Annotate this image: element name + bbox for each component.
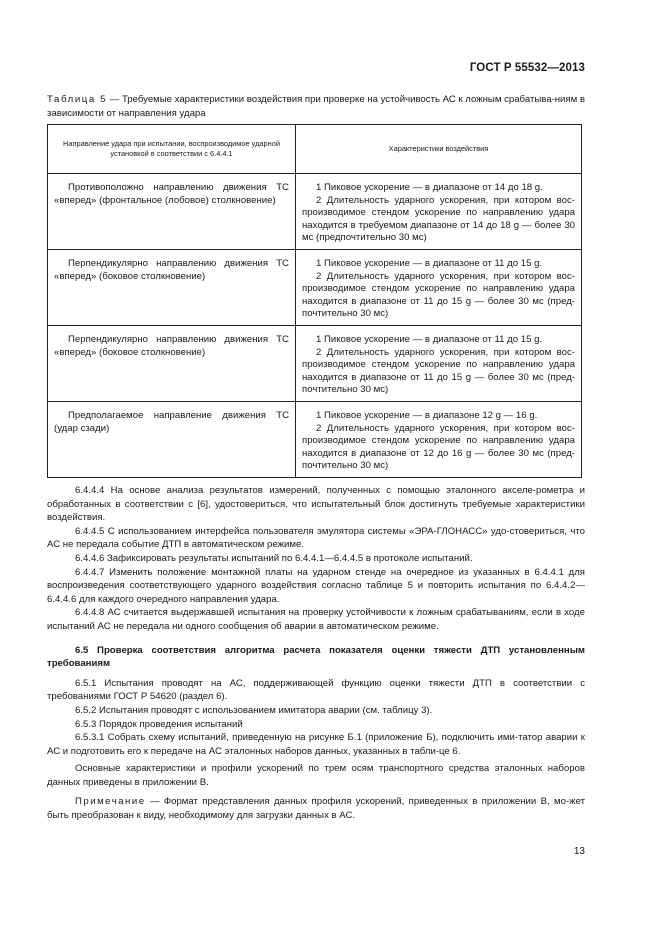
table-caption [47, 93, 585, 121]
characteristic-item: 2 Длительность ударного ускорения, при котором вос-производимое стендом ускорение по направлению удара находится в диапазоне от 12 до 16 g — более 30 мс (пред-почтительно 30 мс) [302, 422, 575, 472]
document-body [47, 484, 585, 823]
table-row [48, 325, 582, 401]
paragraph: 6.5.2 Испытания проводят с использованием имитатора аварии (см. таблицу 3). [75, 704, 433, 716]
characteristic-item: 2 Длительность ударного ускорения, при котором вос-производимое стендом ускорение по направлению удара находится в диапазоне от 11 до 15 g — более 30 мс (пред-почтительно 30 мс) [302, 270, 575, 320]
table-row [48, 249, 582, 325]
column-header-characteristics: Характеристики воздействия [296, 125, 582, 174]
paragraph: 6.4.4.8 АС считается выдержавшей испытания на проверку устойчивости к ложным срабатываниям, если в ходе испытаний АС не передала ни одного сообщения об аварии в автоматическом режиме. [47, 607, 585, 632]
paragraph: 6.5.1 Испытания проводят на АС, поддерживающей функцию оценки тяжести ДТП в соответствии с требованиями ГОСТ Р 54620 (раздел 6). [47, 677, 585, 703]
characteristic-item: 1 Пиковое ускорение — в диапазоне от 11 до 15 g. [316, 257, 543, 269]
paragraph: 6.4.4.4 На основе анализа результатов измерений, полученных с помощью эталонного акселе-рометра и обработанных в соответствии с [6], удостовериться, что испытательный блок достигнуть требуемые характеристики воздействия. [47, 485, 585, 524]
paragraph: 6.4.4.5 С использованием интерфейса пользователя эмулятора системы «ЭРА-ГЛОНАСС» удо-стовериться, что АС не передала событие ДТП в автоматическом режиме. [47, 525, 585, 551]
direction-cell: Противоположно направлению движения ТС «вперед» (фронтальное (лобовое) столкновение) [48, 174, 296, 250]
paragraph: 6.4.4.6 Зафиксировать результаты испытаний по 6.4.4.1—6.4.4.5 в протоколе испытаний. [75, 552, 473, 564]
page-number: 13 [573, 846, 585, 857]
direction-cell: Перпендикулярно направлению движения ТС «вперед» (боковое столкновение) [48, 249, 296, 325]
characteristics-cell [296, 174, 582, 250]
paragraph: 6.4.4.7 Изменить положение монтажной платы на ударном стенде на очередное из указанных в 6.4.4.1 для воспроизведения соответствующего ударного воздействия согласно таблице 5 и повторить испытания по 6.4.4.2—6.4.4.6 для каждого очередного направления удара. [47, 566, 585, 605]
characteristics-cell [296, 325, 582, 401]
table-row [48, 174, 582, 250]
direction-cell: Предполагаемое направление движения ТС (удар сзади) [48, 401, 296, 477]
requirements-table [47, 124, 582, 478]
characteristic-item: 1 Пиковое ускорение — в диапазоне от 14 до 18 g. [316, 182, 543, 193]
characteristic-item: 1 Пиковое ускорение — в диапазоне от 11 до 15 g. [316, 333, 543, 345]
note [47, 795, 585, 822]
document-number: ГОСТ Р 55532—2013 [469, 62, 585, 74]
characteristics-cell [296, 401, 582, 477]
characteristic-item: 1 Пиковое ускорение — в диапазоне 12 g — 16 g. [316, 409, 538, 421]
paragraph: 6.5.3 Порядок проведения испытаний [75, 718, 243, 730]
table-header-row [48, 125, 582, 174]
paragraph: Основные характеристики и профили ускорений по трем осям транспортного средства эталонных наборов данных приведены в приложении В. [47, 763, 585, 788]
table-row [48, 401, 582, 477]
note-text: — Формат представления данных профиля ускорений, приведенных в приложении В, мо-жет быть преобразован к виду, необходимому для загрузки данных в АС. [47, 796, 585, 822]
characteristics-cell [296, 249, 582, 325]
table-caption-text: — Требуемые характеристики воздействия при проверке на устойчивость АС к ложным срабатыва-ниям в зависимости от направления удара [47, 94, 585, 119]
paragraph: 6.5.3.1 Собрать схему испытаний, приведенную на рисунке Б.1 (приложение Б), подключить ими-татор аварии к АС и подготовить его к передаче на АС эталонных наборов данных, указанных в табли-це 6. [47, 732, 585, 757]
column-header-direction: Направление удара при испытании, воспроизводимое ударной установкой в соответствии с 6.4.4.1 [48, 125, 296, 174]
section-heading: 6.5 Проверка соответствия алгоритма расчета показателя оценки тяжести ДТП установленным требованиям [47, 644, 585, 670]
note-label: Примечание [75, 796, 146, 808]
table-caption-label: Таблица 5 [47, 94, 108, 105]
characteristic-item: 2 Длительность ударного ускорения, при котором вос-производимое стендом ускорение по направлению удара находится в диапазоне от 11 до 15 g — более 30 мс (пред-почтительно 30 мс) [302, 346, 575, 396]
direction-cell: Перпендикулярно направлению движения ТС «вперед» (боковое столкновение) [48, 325, 296, 401]
characteristic-item: 2 Длительность ударного ускорения, при котором вос-производимое стендом ускорение по направлению удара находится в требуемом диапазоне от 14 до 18 g — более 30 мс (предпочтительно 30 мс) [302, 194, 575, 244]
